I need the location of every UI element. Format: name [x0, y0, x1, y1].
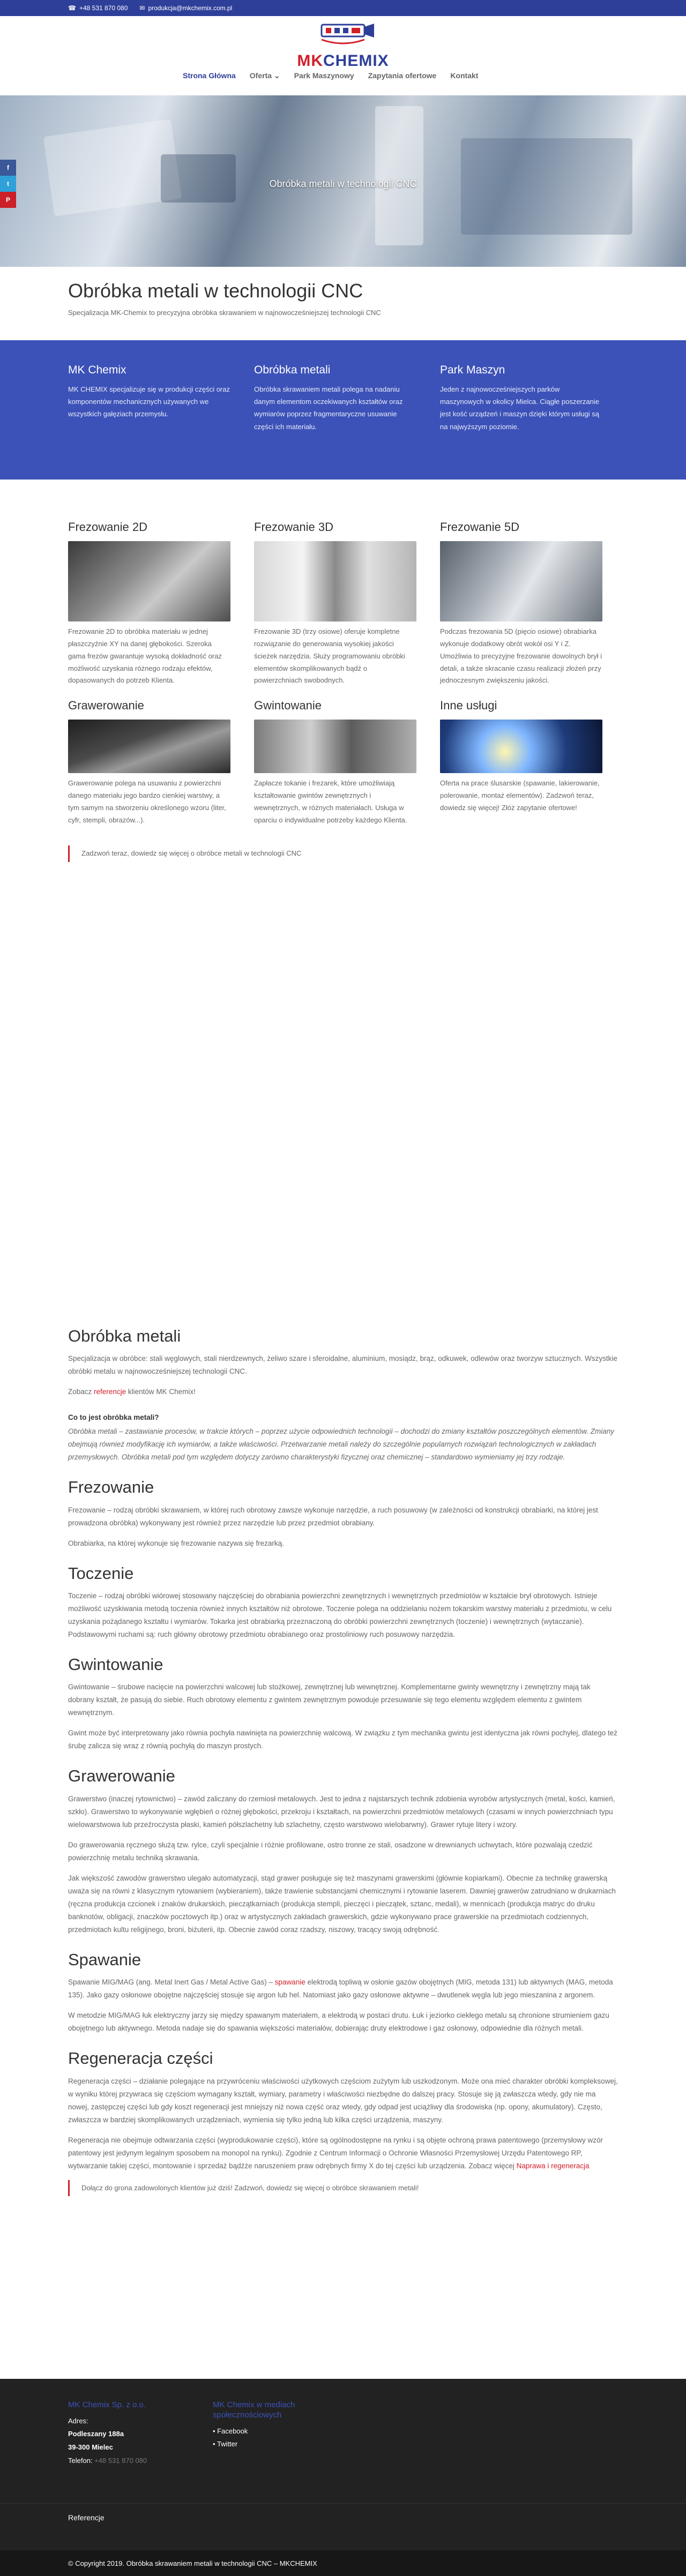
footer-divider: [0, 2503, 686, 2504]
logo[interactable]: [288, 21, 398, 70]
services-grid: [0, 480, 686, 827]
twitter-share-icon[interactable]: t: [0, 176, 16, 192]
nav-contact[interactable]: Kontakt: [450, 71, 479, 80]
service-image: [440, 720, 602, 773]
footer-contact: MK Chemix Sp. z o.o. Adres: Podleszany 188a 39-300 Mielec Telefon: +48 531 870 080: [68, 2400, 147, 2465]
facebook-share-icon[interactable]: f: [0, 160, 16, 176]
mail-icon: ✉: [139, 4, 145, 12]
phone-contact[interactable]: ☎ +48 531 870 080: [68, 3, 128, 13]
references-link[interactable]: referencje: [94, 1388, 126, 1396]
footer-references-link[interactable]: Referencje: [68, 2513, 105, 2522]
service-image: [68, 541, 230, 621]
section-heading: Gwintowanie: [68, 1655, 163, 1674]
section-heading: Obróbka metali: [68, 1327, 181, 1345]
logo-wordmark: MKCHEMIX: [297, 52, 389, 70]
intro-column: MK Chemix MK CHEMIX specjalizuje się w produkcji części oraz komponentów mechanicznych używanych we wszystkich gałęziach przemysłu.: [68, 363, 230, 418]
article-content: Obróbka metali Specjalizacja w obróbce: stali węglowych, stali nierdzewnych, żeliwo szare i sferoidalne, aluminium, mosiądz, brąz, odkuwek, odlewów oraz tworzyw sztucznych. Wszystkie obróbki metalu w najnowocześniejszej technologii CNC. Zobacz referencje klientów MK Chemix! Co to jest obróbka metali? Obróbka metali – zastawianie procesów, w trakcie których – poprzez użycie odpowiednich technologii – dochodzi do zmiany kształtów poszczególnych elementów. Zmiany obejmują również modyfikację ich wymiarów, a także właściwości. Przetwarzanie metali należy do szczególnie popularnych rozwiązań technologicznych w zakładach przemysłowych. Obróbka metali pod tym względem dotyczy zarówno charakterystyki fizycznej oraz chemicznej – standardowo wymieniamy jej trzy rodzaje. Frezowanie Frezowanie – rodzaj obróbki skrawaniem, w której ruch obrotowy zawsze wykonuje narzędzie, a ruch posuwowy (w zależności od konstrukcji obrabiarki, na której jest prowadzona obróbka) wykonywany jest również przez narzędzie lub przez przedmiot obrabiany. Obrabiarka, na której wykonuje się frezowanie nazywa się frezarką. Toczenie Toczenie – rodzaj obróbki wiórowej stosowany najczęściej do obrabiania powierzchni zewnętrznych i wewnętrznych przedmiotów w kształcie brył obrotowych. Istnieje możliwość uzyskiwania metodą toczenia również innych kształtów niż obrotowe. Toczenie polega na oddzielaniu nożem tokarskim warstwy materiału z przedmiotu, w celu uzyskania pożądanego kształtu i wymiarów. Tokarka jest obrabiarką przeznaczoną do obróbki powierzchni zewnętrznych (toczenie) i wewnętrznych (wytaczanie). Podstawowymi ruchami są: ruch główny obrotowy przedmiotu obrabianego oraz prostoliniowy ruch posuwowy narzędzia. Gwintowanie Gwintowanie – śrubowe nacięcie na powierzchni walcowej lub stożkowej, zewnętrznej lub wewnętrznej. Komplementarne gwinty wewnętrzny i zewnętrzny mają tak dobrany kształt, że pasują do siebie. Ruch obrotowy elementu z gwintem zewnętrznym powoduje przesuwanie się tego elementu względem elementu z gwintem wewnętrznym. Gwint może być interpretowany jako równia pochyła nawinięta na powierzchnię walcową. W związku z tym mechanika gwintu jest identyczna jak równi pochyłej, dlatego też śrubę zalicza się wraz z równią pochyłą do maszyn prostych. Grawerowanie Grawerstwo (inaczej rytownictwo) – zawód zaliczany do rzemiosł metalowych. Jest to jedna z najstarszych technik zdobienia wyrobów artystycznych (metal, kości, kamień, szkło). Grawerstwo to wykonywanie wgłębień o różnej głębokości, przekroju i kształtach, na powierzchni przedmiotów metalowych (czasami w innych powierzchniach typu wielowarstwowa lub przeźroczysta płaski, kamień półszlachetny lub szlachetny, często warstwowo wielobarwny). Grawer rytuje litery i wzory. Do grawerowania ręcznego służą tzw. rylce, czyli specjalnie i różnie profilowane, ostro tronne ze stali, osadzone w drewnianych uchwytach, które pozwalają czedzić powierzchnię metalu techniką skrawania. Jak większość zawodów grawerstwo ulegało automatyzacji, stąd grawer posługuje się też maszynami grawerskimi (głównie kopiarkami). Obecnie za technikę grawerską uważa się na równi z klasycznym rytowaniem (wybieraniem), także trawienie substancjami chemicznymi i rytowanie laserem. Dawniej grawerów zatrudniano w drukarniach (ręczna produkcja czcionek i znaków drukarskich, pieczątkarniach (produkcja stempli, pieczęci i pieczątek, sztanc, medali), w mennicach (produkcja matryc do druku banknotów, obligacji, znaczków pocztowych itp.) oraz w artystycznych zakładach grawerskich, gdzie wykonywano prace grawerskie na przedmiotach codziennych, przedmiotach kultu religijnego, broni, biżuterii, itp. Obecnie zawód coraz rzadszy, niszowy, tracący swoją odrębność. Spawanie Spawanie MIG/MAG (ang. Metal Inert Gas / Metal Active Gas) – spawanie elektrodą topliwą w osłonie gazów obojętnych (MIG, metoda 131) lub aktywnych (MAG, metoda 135). Jako gazy osłonowe obojętne najczęściej stosuje się argon lub hel. Natomiast jako gazy osłonowe aktywne – dwutlenek węgla lub jego mieszanina z argonem. W metodzie MIG/MAG łuk elektryczny jarzy się między spawanym materiałem, a elektrodą w postaci drutu. Łuk i jeziorko ciekłego metalu są chronione strumieniem gazu obojętnego lub aktywnego. Metoda nadaje się do spawania większości materiałów, dobierając druty elektrodowe i gaz osłonowy, odpowiednie dla różnych metali. Regeneracja części Regeneracja części – działanie polegające na przywróceniu właściwości użytkowych częściom zużytym lub uszkodzonym. Może ona mieć charakter obróbki kompleksowej, w wyniku której przywraca się częściom wymagany kształt, wymiary, parametry i właściwości niezbędne do dalszej pracy. Stosuje się ją zwłaszcza wtedy, gdy nie ma nowej, zastępczej części lub gdy koszt regeneracji jest mniejszy niż nowa część oraz wtedy, gdy odpad jest uciążliwy dla środowiska (np. opony, akumulatory). Często, zwłaszcza w bardziej skomplikowanych urządzeniach, wymienia się tylko jedną lub kilka części urządzenia, maszyny. Regeneracja nie obejmuje odtwarzania części (wyprodukowanie części), które są ogólnodostępne na rynku i są objęte ochroną prawa patentowego (przemysłowy wzór patentowy jest jedynym legalnym sposobem na monopol na rynku). Zgodnie z Centrum Informacji o Ochronie Własności Przemysłowej Urzędu Patentowego RP, wytwarzanie takiej części, montowanie i sprzedaż bądźże naruszeniem praw odrębnych firmy X do tej części lub urządzenia. Zobacz więcej Naprawa i regeneracja Dołącz do grona zadowolonych klientów już dziś! Zadzwoń, dowiedz się więcej o obróbce skrawaniem metali!: [68, 1313, 618, 2196]
section-heading: Spawanie: [68, 1950, 141, 1969]
call-to-action: Zadzwoń teraz, dowiedz się więcej o obróbce metali w technologii CNC: [68, 845, 618, 862]
nav-home[interactable]: Strona Główna: [183, 71, 236, 80]
nav-machine-park[interactable]: Park Maszynowy: [294, 71, 354, 80]
phone-icon: ☎: [68, 4, 76, 12]
section-heading: Grawerowanie: [68, 1766, 175, 1786]
intro-band: [0, 340, 686, 480]
site-header: [0, 16, 686, 95]
footer-phone[interactable]: +48 531 870 080: [94, 2456, 147, 2465]
section-heading: Regeneracja części: [68, 2049, 213, 2068]
service-image: [254, 541, 416, 621]
hero-banner: [0, 95, 686, 267]
copyright-text: © Copyright 2019. Obróbka skrawaniem metali w technologii CNC – MKCHEMIX: [68, 2559, 317, 2567]
social-share-bar: [0, 160, 16, 208]
main-nav: [183, 70, 478, 83]
logo-graphic-icon: [288, 21, 398, 48]
section-heading: Toczenie: [68, 1563, 134, 1583]
service-card: Inne usługi Oferta na prace ślusarskie (spawanie, lakierowanie, polerowanie, montaż elementów). Zadzwoń teraz, dowiedz się więcej! Złóż zapytanie ofertowe!: [440, 695, 602, 826]
top-bar: [0, 0, 686, 16]
welding-link[interactable]: spawanie: [274, 1978, 305, 1987]
service-card: Frezowanie 2D Frezowanie 2D to obróbka materiału w jednej płaszczyźnie XY na danej głębokości. Szeroka gama frezów gwarantuje wysoką dokładność oraz możliwość uzyskania różnego rodzaju efektów, dopasowanych do potrzeb Klienta.: [68, 517, 230, 687]
hero-caption: Obróbka metali w technologii CNC: [269, 178, 417, 189]
site-footer: [0, 2379, 686, 2550]
service-image: [254, 720, 416, 773]
copyright-bar: [0, 2550, 686, 2576]
nav-inquiries[interactable]: Zapytania ofertowe: [368, 71, 437, 80]
page-title-section: [0, 267, 686, 319]
chevron-down-icon: ⌄: [273, 71, 280, 80]
footer-facebook-link[interactable]: • Facebook: [213, 2427, 248, 2435]
section-heading: Frezowanie: [68, 1478, 154, 1497]
pinterest-share-icon[interactable]: P: [0, 192, 16, 208]
footer-social: MK Chemix w mediach społecznościowych • Facebook • Twitter: [213, 2400, 320, 2451]
call-to-action: Dołącz do grona zadowolonych klientów już dziś! Zadzwoń, dowiedz się więcej o obróbce skrawaniem metali!: [68, 2180, 618, 2196]
service-image: [68, 720, 230, 773]
service-card: Frezowanie 5D Podczas frezowania 5D (pięcio osiowe) obrabiarka wykonuje dodatkowy obrót wokół osi Y i Z. Umożliwia to precyzyjne frezowanie dowolnych brył i detali, a także skracanie czasu realizacji złożeń przy jednoczesnym zwiększeniu jakości.: [440, 520, 602, 685]
nav-offer[interactable]: Oferta ⌄: [249, 71, 280, 80]
page-subtitle: Specjalizacja MK-Chemix to precyzyjna obróbka skrawaniem w najnowocześniejszej technologii CNC: [68, 308, 381, 317]
repair-link[interactable]: Naprawa i regeneracja: [516, 2161, 590, 2170]
footer-twitter-link[interactable]: • Twitter: [213, 2440, 238, 2448]
page-title: Obróbka metali w technologii CNC: [68, 280, 363, 302]
service-image: [440, 541, 602, 621]
service-card: Gwintowanie Zapłacze tokanie i frezarek, które umożliwiają kształtowanie gwintów zewnętrznych i wewnętrznych, w różnych materiałach. Usługa w oparciu o indywidualne potrzeby każdego Klienta.: [254, 695, 416, 826]
service-card: Frezowanie 3D Frezowanie 3D (trzy osiowe) oferuje kompletne rozwiązanie do generowania wysokiej jakości ścieżek narzędzia. Służy programowaniu obróbki elementów skomplikowanych bądź o powierzchniach swobodnych.: [254, 517, 416, 687]
email-contact[interactable]: ✉ produkcja@mkchemix.com.pl: [139, 3, 232, 13]
service-card: Grawerowanie Grawerowanie polega na usuwaniu z powierzchni danego materiału jego bardzo cienkiej warstwy, a tym samym na stworzeniu określonego wzoru (liter, cyfr, stempli, obrazów...).: [68, 695, 230, 826]
intro-column: Park Maszyn Jeden z najnowocześniejszych parków maszynowych w okolicy Mielca. Ciągłe poszerzanie jest kość urządzeń i maszyn dzięki którym usługi są na najwyższym poziomie.: [440, 363, 599, 431]
intro-column: Obróbka metali Obróbka skrawaniem metali polega na nadaniu danym elementom oczekiwanych kształtów oraz wymiarów poprzez fragmentaryczne usuwanie części ich materiału.: [254, 363, 403, 431]
